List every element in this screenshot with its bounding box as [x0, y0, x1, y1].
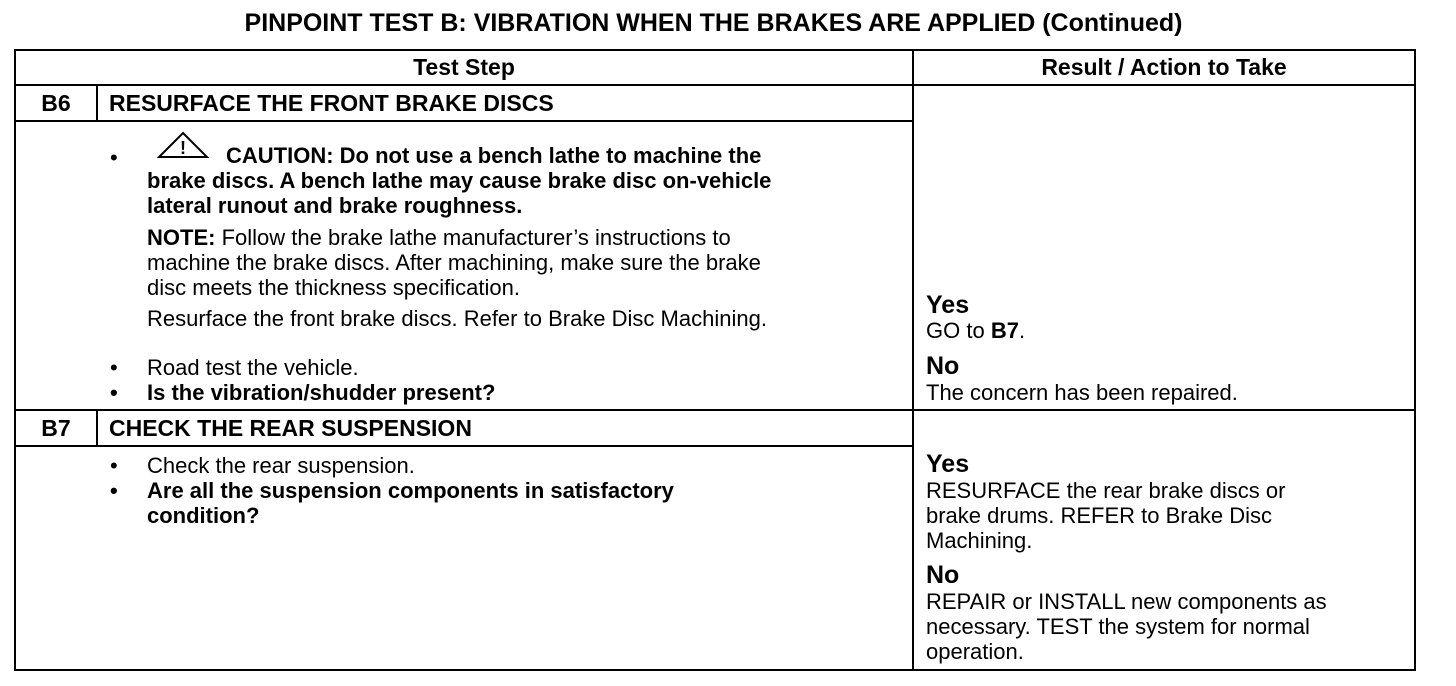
- warning-triangle-icon: [157, 131, 209, 159]
- b7-question-line-1: Are all the suspension components in satisfactory: [147, 478, 674, 503]
- caution-line-3: lateral runout and brake roughness.: [147, 193, 523, 218]
- note-line-1: [147, 225, 731, 250]
- bullet: •: [110, 478, 118, 503]
- b7-question-line-2: condition?: [147, 503, 260, 528]
- note-line-3: disc meets the thickness specification.: [147, 275, 520, 300]
- header-test-step: Test Step: [413, 54, 515, 80]
- bullet: •: [110, 453, 118, 478]
- step-ref-b7: B7: [990, 318, 1019, 343]
- check-instruction: Check the rear suspension.: [147, 453, 415, 478]
- b6-question: Is the vibration/shudder present?: [147, 380, 496, 405]
- note-line-2: machine the brake discs. After machining, make sure the brake: [147, 250, 761, 275]
- b7-no-line-3: operation.: [926, 639, 1024, 664]
- b7-yes-line-1: RESURFACE the rear brake discs or: [926, 478, 1286, 503]
- b7-id-divider: [96, 409, 98, 447]
- b6-yes-label: Yes: [926, 291, 970, 319]
- header-result: Result / Action to Take: [1041, 54, 1287, 80]
- bullet: •: [110, 355, 118, 380]
- caution-line-1: CAUTION: Do not use a bench lathe to machine the: [226, 143, 762, 168]
- period: .: [1018, 318, 1026, 343]
- row-divider: [14, 409, 1416, 411]
- b7-title-underline: [14, 445, 914, 447]
- b7-no-line-2: necessary. TEST the system for normal: [926, 614, 1310, 639]
- header-divider: [14, 84, 1416, 86]
- note-text: Follow the brake lathe manufacturer’s instructions to: [221, 225, 731, 250]
- page-title: PINPOINT TEST B: VIBRATION WHEN THE BRAKES ARE APPLIED (Continued): [244, 9, 1183, 37]
- b6-yes-action: [926, 318, 1025, 343]
- caution-line-2: brake discs. A bench lathe may cause brake disc on-vehicle: [147, 168, 772, 193]
- step-title-b6: RESURFACE THE FRONT BRAKE DISCS: [109, 90, 554, 116]
- b7-yes-line-2: brake drums. REFER to Brake Disc: [926, 503, 1272, 528]
- road-test-instruction: Road test the vehicle.: [147, 355, 359, 380]
- b6-no-label: No: [926, 352, 960, 380]
- svg-text:!: !: [180, 138, 186, 158]
- step-title-b7: CHECK THE REAR SUSPENSION: [109, 415, 472, 441]
- b6-title-underline: [14, 120, 914, 122]
- b7-no-line-1: REPAIR or INSTALL new components as: [926, 589, 1327, 614]
- b6-id-divider: [96, 84, 98, 122]
- step-id-b7: B7: [41, 415, 71, 441]
- bullet: •: [110, 145, 118, 170]
- go-to-text: GO to: [926, 318, 985, 343]
- b6-no-action: The concern has been repaired.: [926, 380, 1238, 405]
- b7-yes-line-3: Machining.: [926, 528, 1033, 553]
- b7-yes-label: Yes: [926, 450, 970, 478]
- b7-no-label: No: [926, 561, 960, 589]
- step-id-b6: B6: [41, 90, 71, 116]
- note-label: NOTE:: [147, 225, 216, 250]
- column-divider: [912, 49, 914, 669]
- resurface-instruction: Resurface the front brake discs. Refer to Brake Disc Machining.: [147, 306, 767, 331]
- bullet: •: [110, 380, 118, 405]
